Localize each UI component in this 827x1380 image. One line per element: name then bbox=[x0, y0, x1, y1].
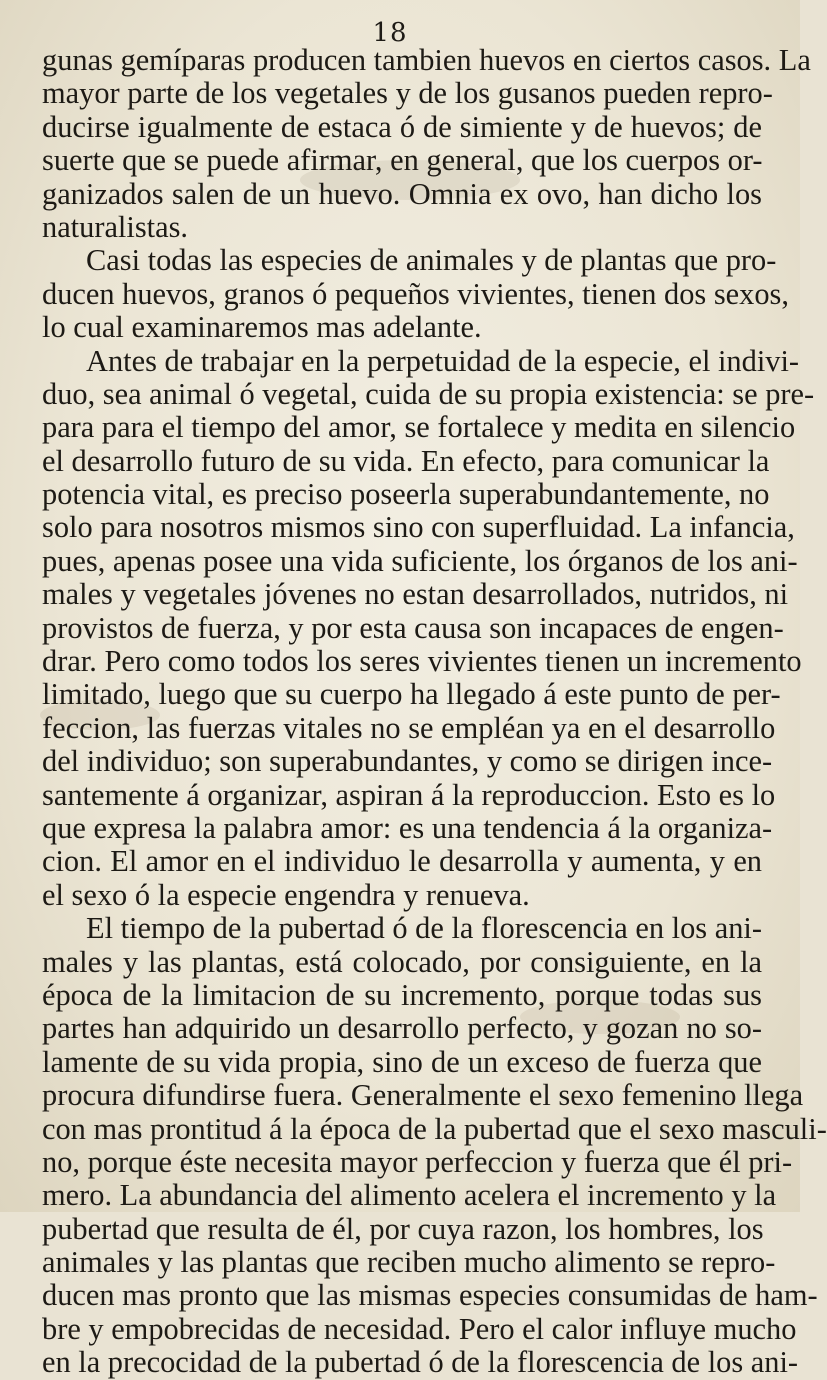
text-line: cion. El amor en el individuo le desarrolla y aumenta, y en bbox=[42, 844, 762, 879]
text-line: ducen mas pronto que las mismas especies consumidas de ham- bbox=[42, 1278, 818, 1313]
text-line: partes han adquirido un desarrollo perfecto, y gozan no so- bbox=[42, 1011, 762, 1046]
text-line: época de la limitacion de su incremento, porque todas sus bbox=[42, 977, 762, 1012]
text-line: procura difundirse fuera. Generalmente el sexo femenino llega bbox=[42, 1078, 804, 1113]
text-line: el sexo ó la especie engendra y renueva. bbox=[42, 877, 530, 912]
text-line: no, porque éste necesita mayor perfeccion y fuerza que él pri- bbox=[42, 1144, 793, 1179]
text-line: drar. Pero como todos los seres vivientes tienen un incremento bbox=[42, 644, 802, 679]
text-line: santemente á organizar, aspiran á la reproduccion. Esto es lo bbox=[42, 777, 776, 812]
text-line: potencia vital, es preciso poseerla superabundantemente, no bbox=[42, 477, 770, 512]
text-line: males y vegetales jóvenes no estan desarrollados, nutridos, ni bbox=[42, 577, 789, 612]
text-line: ducen huevos, granos ó pequeños vivientes, tienen dos sexos, bbox=[42, 276, 789, 311]
text-line: duo, sea animal ó vegetal, cuida de su propia existencia: se pre- bbox=[42, 376, 815, 411]
text-line: lo cual examinaremos mas adelante. bbox=[42, 310, 482, 345]
text-line: lamente de su vida propia, sino de un exceso de fuerza que bbox=[42, 1044, 762, 1079]
text-line: feccion, las fuerzas vitales no se empléan ya en el desarrollo bbox=[42, 710, 776, 745]
text-line: del individuo; son superabundantes, y como se dirigen ince- bbox=[42, 744, 773, 779]
text-line: Casi todas las especies de animales y de plantas que pro- bbox=[86, 243, 777, 278]
text-line: bre y empobrecidas de necesidad. Pero el calor influye mucho bbox=[42, 1311, 797, 1346]
text-line: pues, apenas posee una vida suficiente, los órganos de los ani- bbox=[42, 543, 798, 578]
text-line: naturalistas. bbox=[42, 209, 189, 244]
text-line: pubertad que resulta de él, por cuya razon, los hombres, los bbox=[42, 1211, 764, 1246]
text-line: ducirse igualmente de estaca ó de simiente y de huevos; de bbox=[42, 109, 762, 144]
text-line: animales y las plantas que reciben mucho alimento se repro- bbox=[42, 1245, 776, 1280]
text-line: que expresa la palabra amor: es una tendencia á la organiza- bbox=[42, 810, 773, 845]
page-number: 18 bbox=[372, 18, 408, 48]
text-line: Antes de trabajar en la perpetuidad de la especie, el indivi- bbox=[86, 343, 800, 378]
text-line: con mas prontitud á la época de la pubertad que el sexo masculi- bbox=[42, 1111, 827, 1146]
text-line: suerte que se puede afirmar, en general, que los cuerpos or- bbox=[42, 143, 763, 178]
text-line: solo para nosotros mismos sino con superfluidad. La infancia, bbox=[42, 510, 795, 545]
text-line: mero. La abundancia del alimento acelera el incremento y la bbox=[42, 1178, 777, 1213]
text-line: en la precocidad de la pubertad ó de la florescencia de los ani- bbox=[42, 1345, 799, 1380]
body-text bbox=[42, 43, 827, 1380]
text-line: ganizados salen de un huevo. Omnia ex ovo, han dicho los bbox=[42, 176, 762, 211]
text-line: mayor parte de los vegetales y de los gusanos pueden repro- bbox=[42, 76, 773, 111]
text-line: males y las plantas, está colocado, por consiguiente, en la bbox=[42, 944, 762, 979]
text-line: provistos de fuerza, y por esta causa son incapaces de engen- bbox=[42, 610, 784, 645]
text-line: para para el tiempo del amor, se fortalece y medita en silencio bbox=[42, 410, 796, 445]
text-line: el desarrollo futuro de su vida. En efecto, para comunicar la bbox=[42, 443, 770, 478]
text-line: gunas gemíparas producen tambien huevos en ciertos casos. La bbox=[42, 43, 811, 77]
text-line: El tiempo de la pubertad ó de la florescencia en los ani- bbox=[86, 911, 762, 946]
text-line: limitado, luego que su cuerpo ha llegado á este punto de per- bbox=[42, 677, 781, 712]
